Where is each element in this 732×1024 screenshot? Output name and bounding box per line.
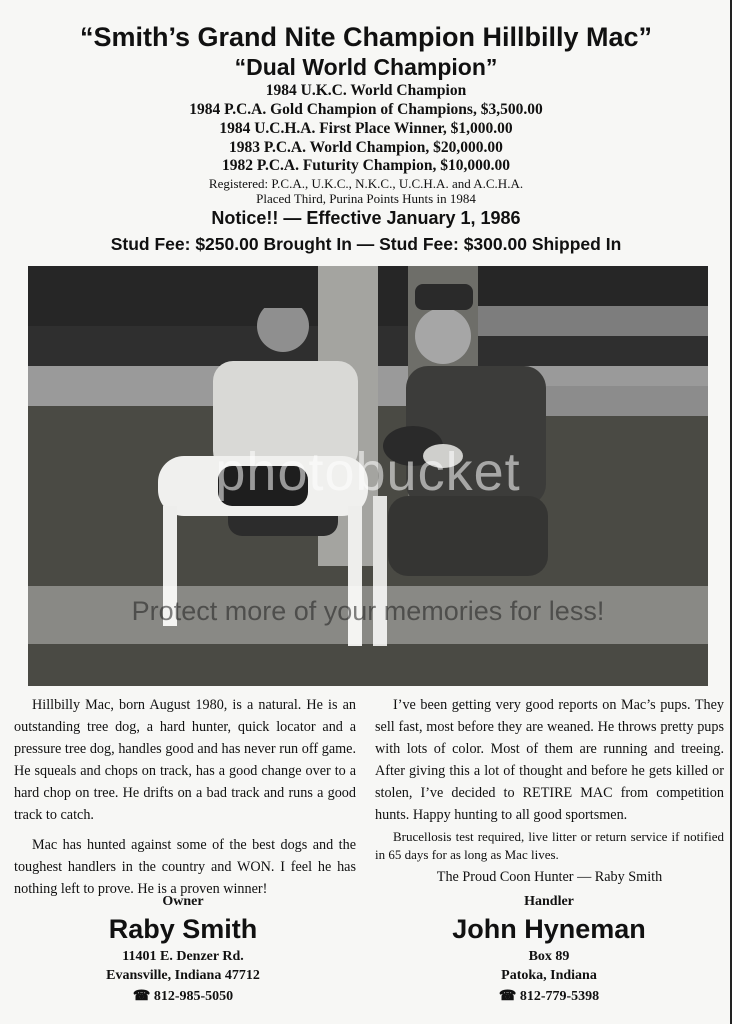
owner-name: Raby Smith	[108, 914, 258, 944]
handler-city: Patoka, Indiana	[501, 968, 597, 983]
left-paragraph-1: Hillbilly Mac, born August 1980, is a natural. He is an outstanding tree dog, a hard hunter, quick locator and a pressure tree dog, handles good and has never run off game. He squeals and chops on track, has a good change over to a hard chop on tree. He drifts on a bad track and runs a good track to catch.	[14, 697, 356, 823]
hunters-with-dog-photo	[28, 266, 708, 686]
title-line: 1984 P.C.A. Gold Champion of Champions, $3,500.00	[189, 101, 543, 118]
title-line: 1984 U.C.H.A. First Place Winner, $1,000.00	[219, 120, 513, 137]
ad-subtitle: “Dual World Champion”	[234, 54, 498, 80]
owner-street: 11401 E. Denzer Rd.	[122, 949, 244, 964]
title-line: 1982 P.C.A. Futurity Champion, $10,000.00	[222, 157, 510, 174]
right-column	[375, 694, 724, 888]
right-paragraph-2: Brucellosis test required, live litter or return service if notified in 65 days for as long as Mac lives.	[375, 829, 724, 862]
handler-phone: 812-779-5398	[519, 989, 600, 1004]
handler-name: John Hyneman	[452, 914, 646, 944]
right-paragraph-1: I’ve been getting very good reports on Mac’s pups. They sell fast, most before they are weaned. He throws pretty pups with lots of color. Most of them are running and treeing. After giving this a lot of thought and before he gets killed or stolen, I’ve decided to RETIRE MAC from competition hunts. Happy hunting to all good sportsmen.	[375, 697, 724, 823]
owner-role: Owner	[162, 894, 204, 909]
owner-phone: 812-985-5050	[153, 989, 234, 1004]
handler-street: Box 89	[528, 949, 570, 964]
owner-phone-row	[0, 987, 366, 1006]
signature-line: The Proud Coon Hunter — Raby Smith	[436, 869, 663, 885]
title-line: 1983 P.C.A. World Champion, $20,000.00	[229, 139, 503, 156]
telephone-icon: ☎	[498, 989, 517, 1004]
handler-phone-row	[366, 987, 732, 1006]
notice-line: Notice!! — Effective January 1, 1986	[211, 208, 521, 228]
handler-role: Handler	[524, 894, 574, 909]
left-paragraph-2: Mac has hunted against some of the best dogs and the toughest handlers in the country and WON. I feel he has nothing left to prove. He is a proven winner!	[14, 837, 356, 897]
registration-line: Registered: P.C.A., U.K.C., N.K.C., U.C.H.A. and A.C.H.A.	[208, 176, 524, 191]
left-column	[14, 694, 356, 900]
title-line: 1984 U.K.C. World Champion	[265, 82, 467, 99]
ad-title: “Smith’s Grand Nite Champion Hillbilly Mac”	[79, 22, 653, 52]
watermark-banner-text: Protect more of your memories for less!	[131, 596, 605, 626]
placed-line: Placed Third, Purina Points Hunts in 1984	[256, 191, 476, 206]
owner-city: Evansville, Indiana 47712	[106, 968, 260, 983]
stud-fee-line: Stud Fee: $250.00 Brought In — Stud Fee: $300.00 Shipped In	[110, 234, 622, 254]
telephone-icon: ☎	[132, 989, 151, 1004]
watermark-logo: photobucket	[215, 442, 521, 502]
